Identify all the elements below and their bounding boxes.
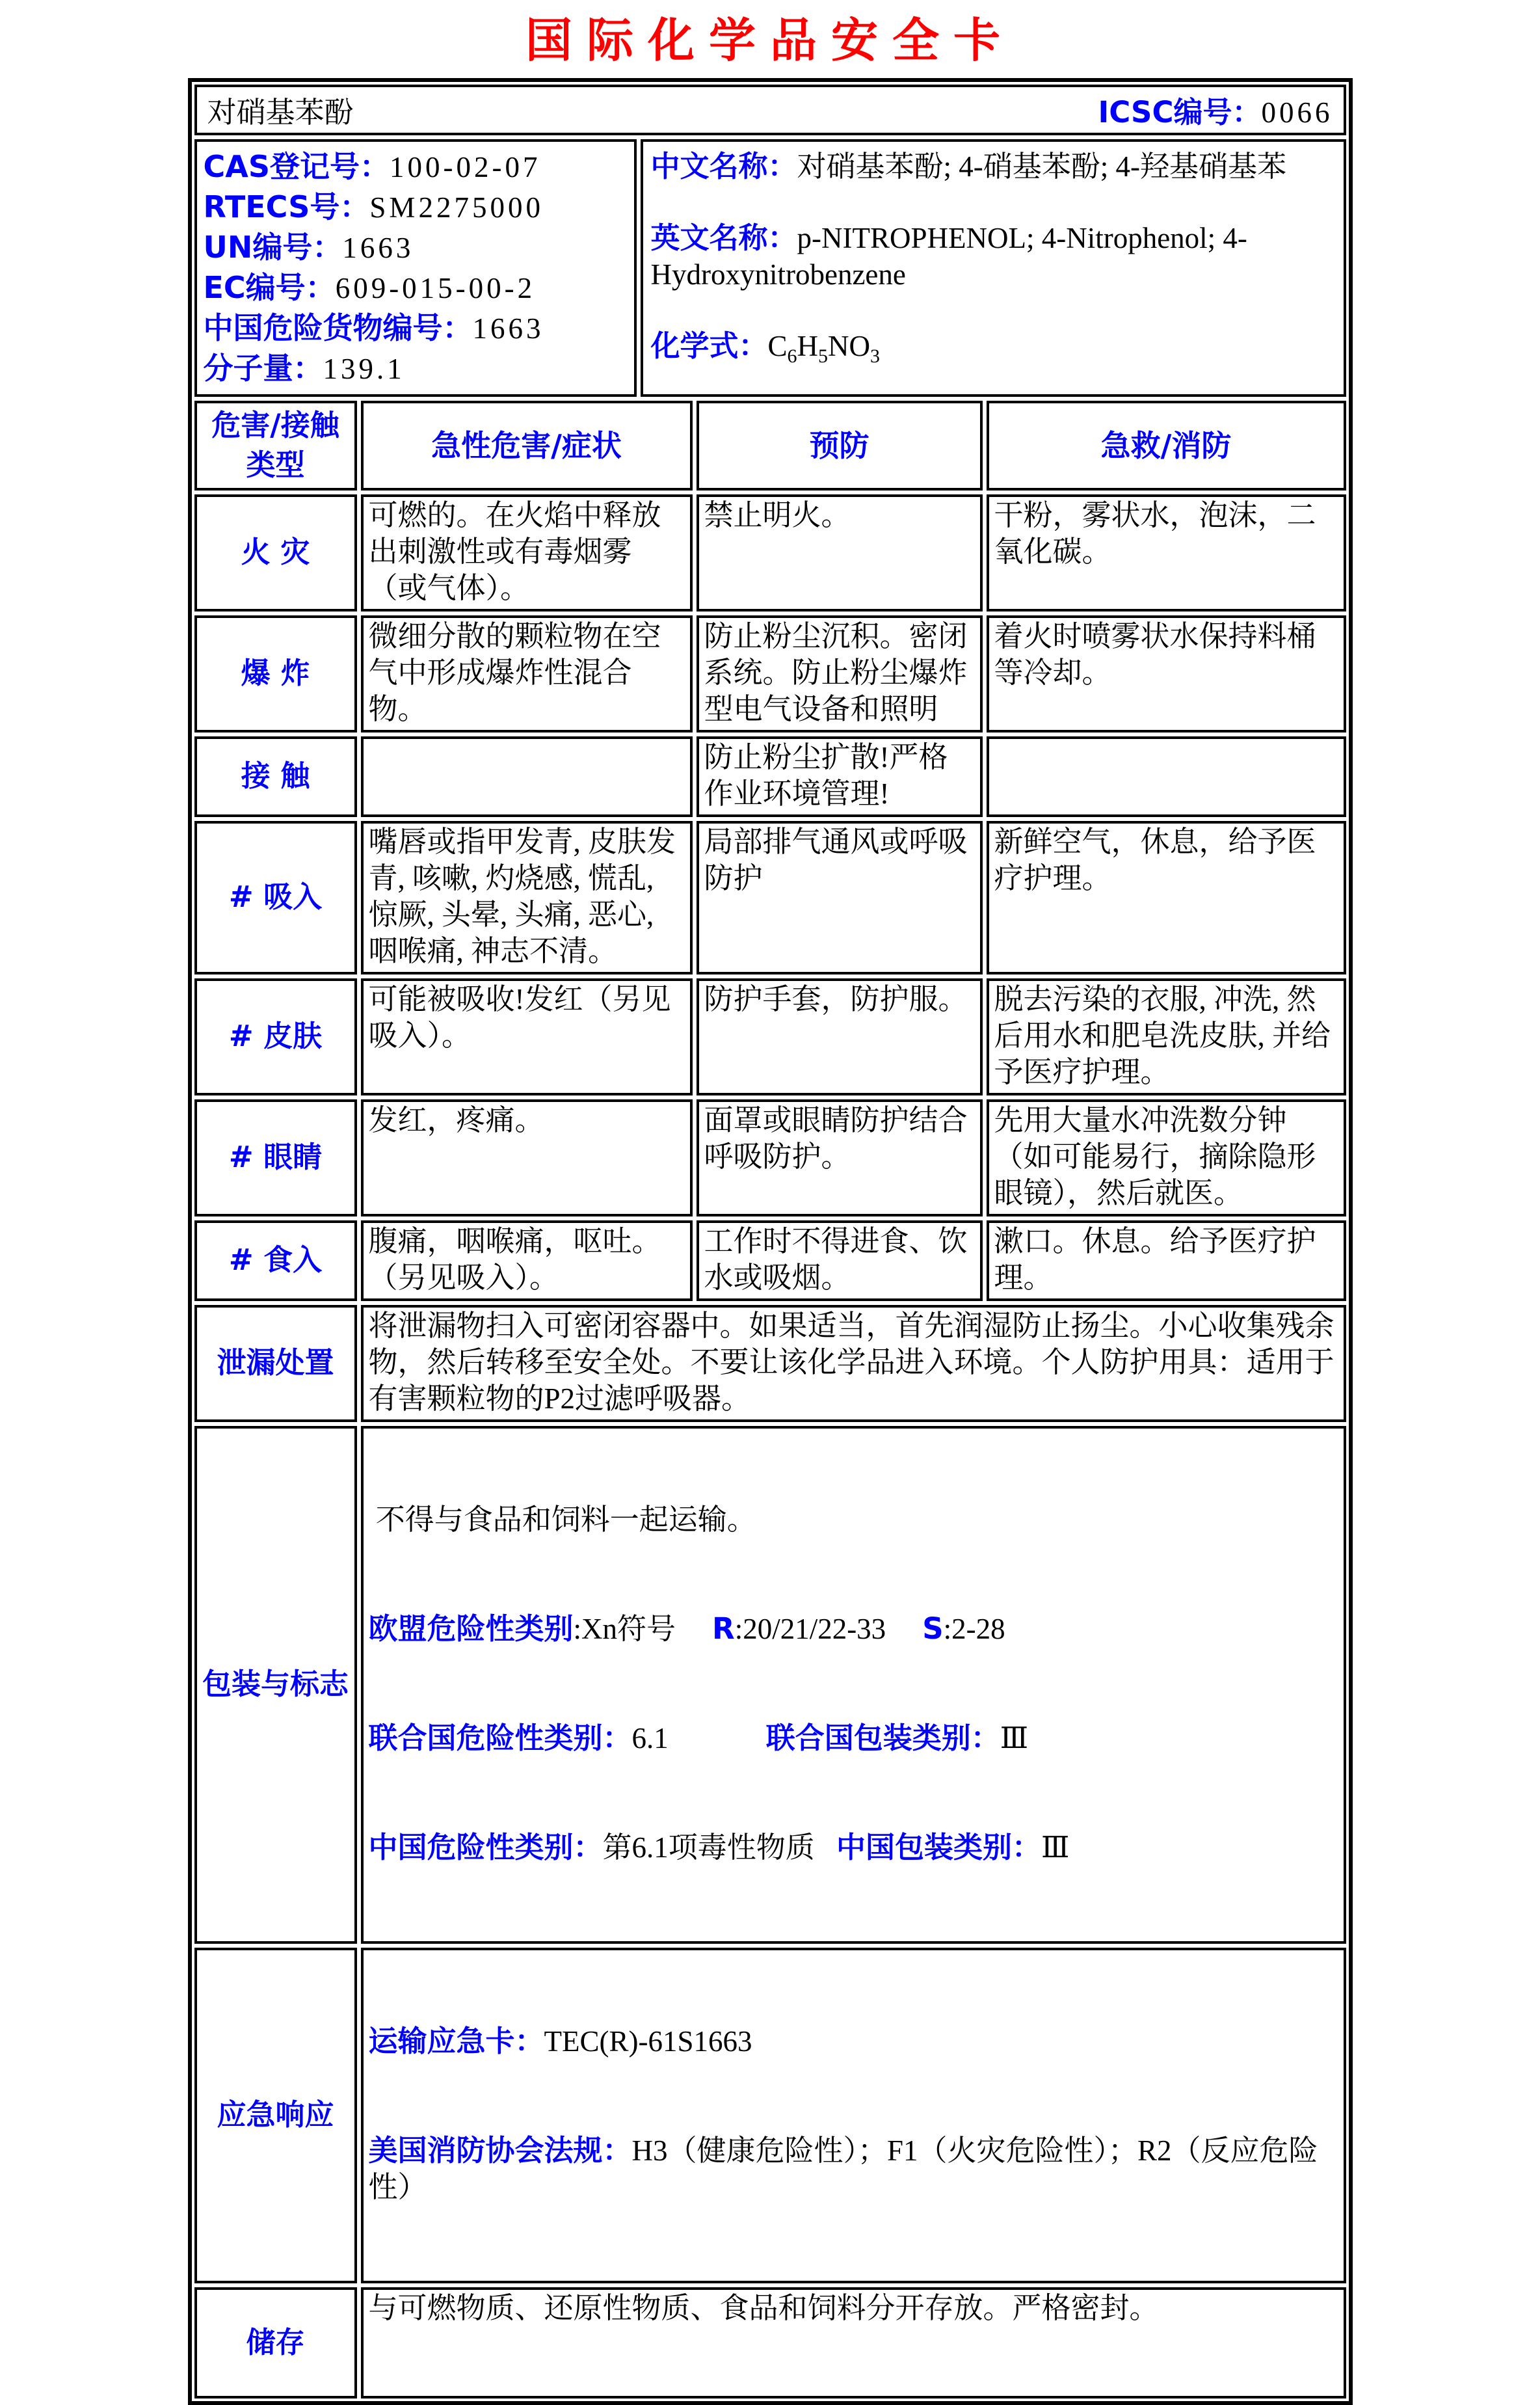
row-storage-label: 储存 — [194, 2287, 357, 2398]
emergency-tec-card: 运输应急卡：TEC(R)-61S1663 — [368, 2023, 752, 2058]
row-fire-prevention: 禁止明火。 — [697, 494, 983, 611]
row-inhalation-label: # 吸入 — [194, 821, 357, 974]
row-eyes-aid: 先用大量水冲洗数分钟（如可能易行，摘除隐形眼镜），然后就医。 — [987, 1099, 1346, 1216]
row-eyes-symptom: 发红，疼痛。 — [361, 1099, 693, 1216]
row-inhalation-aid: 新鲜空气，休息，给予医疗护理。 — [987, 821, 1346, 974]
un-number: UN编号：1663 — [203, 229, 414, 265]
row-contact-aid — [987, 736, 1346, 817]
row-fire-label: 火 灾 — [194, 494, 357, 611]
row-skin-prevention: 防护手套，防护服。 — [697, 978, 983, 1095]
row-contact-prevention: 防止粉尘扩散!严格作业环境管理! — [697, 736, 983, 817]
row-eyes-prevention: 面罩或眼睛防护结合呼吸防护。 — [697, 1099, 983, 1216]
row-skin — [194, 978, 1346, 1095]
row-ingestion — [194, 1220, 1346, 1301]
row-contact — [194, 736, 1346, 817]
row-eyes — [194, 1099, 1346, 1216]
row-explosion-symptom: 微细分散的颗粒物在空气中形成爆炸性混合物。 — [361, 615, 693, 732]
row-spill-label: 泄漏处置 — [194, 1305, 357, 1422]
chemical-formula: 化学式：$C_6H_5NO_3$ — [650, 328, 881, 367]
product-name: 对硝基苯酚 — [207, 96, 354, 129]
packaging-eu-class: 欧盟危险性类别:Xn符号 R:20/21/22-33 S:2-28 — [368, 1611, 1005, 1646]
chinese-name: 中文名称：对硝基苯酚; 4-硝基苯酚; 4-羟基硝基苯 — [650, 148, 1286, 183]
english-name: 英文名称：p-NITROPHENOL; 4-Nitrophenol; 4-Hydroxynitrobenzene — [650, 220, 1247, 291]
row-ingestion-label: # 食入 — [194, 1220, 357, 1301]
row-eyes-label: # 眼睛 — [194, 1099, 357, 1216]
row-emergency — [194, 1948, 1346, 2283]
row-storage — [194, 2287, 1346, 2398]
row-ingestion-symptom: 腹痛，咽喉痛，呕吐。（另见吸入）。 — [361, 1220, 693, 1301]
header-hazard-type: 危害/接触类型 — [194, 401, 357, 490]
row-inhalation-prevention: 局部排气通风或呼吸防护 — [697, 821, 983, 974]
row-packaging-label: 包装与标志 — [194, 1426, 357, 1944]
name-bar — [194, 85, 1346, 135]
packaging-transport-note: 不得与食品和饲料一起运输。 — [368, 1503, 756, 1536]
row-explosion-prevention: 防止粉尘沉积。密闭系统。防止粉尘爆炸型电气设备和照明 — [697, 615, 983, 732]
icsc-label: ICSC编号： — [1098, 95, 1262, 130]
row-inhalation — [194, 821, 1346, 974]
icsc-number — [1098, 88, 1333, 131]
row-packaging — [194, 1426, 1346, 1944]
row-packaging-content — [361, 1426, 1346, 1944]
molecular-weight: 分子量：139.1 — [203, 350, 405, 386]
header-first-aid: 急救/消防 — [987, 401, 1346, 490]
row-explosion-label: 爆 炸 — [194, 615, 357, 732]
row-ingestion-prevention: 工作时不得进食、饮水或吸烟。 — [697, 1220, 983, 1301]
packaging-un-class: 联合国危险性类别：6.1 联合国包装类别：Ⅲ — [368, 1720, 1029, 1755]
row-emergency-content — [361, 1948, 1346, 2283]
identifier-section — [194, 139, 1346, 397]
row-fire — [194, 494, 1346, 611]
row-explosion-aid: 着火时喷雾状水保持料桶等冷却。 — [987, 615, 1346, 732]
row-contact-label: 接 触 — [194, 736, 357, 817]
row-spill — [194, 1305, 1346, 1422]
header-prevention: 预防 — [697, 401, 983, 490]
row-skin-symptom: 可能被吸收!发红（另见吸入）。 — [361, 978, 693, 1095]
packaging-china-class: 中国危险性类别：第6.1项毒性物质 中国包装类别：Ⅲ — [368, 1829, 1070, 1864]
row-skin-label: # 皮肤 — [194, 978, 357, 1095]
table-header-row — [194, 401, 1346, 490]
row-inhalation-symptom: 嘴唇或指甲发青, 皮肤发青, 咳嗽, 灼烧感, 慌乱, 惊厥, 头晕, 头痛, 恶心, 咽喉痛, 神志不清。 — [361, 821, 693, 974]
emergency-nfpa-code: 美国消防协会法规：H3（健康危险性）；F1（火灾危险性）；R2（反应危险性） — [368, 2132, 1318, 2203]
cas-number: CAS登记号：100-02-07 — [203, 148, 541, 184]
chemical-names — [641, 139, 1346, 397]
icsc-value: 0066 — [1261, 96, 1333, 129]
row-skin-aid: 脱去污染的衣服, 冲洗, 然后用水和肥皂洗皮肤, 并给予医疗护理。 — [987, 978, 1346, 1095]
row-emergency-label: 应急响应 — [194, 1948, 357, 2283]
header-symptom: 急性危害/症状 — [361, 401, 693, 490]
registry-ids — [194, 139, 637, 397]
ec-number: EC编号：609-015-00-2 — [203, 269, 536, 305]
row-ingestion-aid: 漱口。休息。给予医疗护理。 — [987, 1220, 1346, 1301]
row-storage-text: 与可燃物质、还原性物质、食品和饲料分开存放。严格密封。 — [361, 2287, 1346, 2398]
row-fire-aid: 干粉，雾状水，泡沫，二氧化碳。 — [987, 494, 1346, 611]
china-dg-number: 中国危险货物编号：1663 — [203, 310, 544, 345]
row-spill-text: 将泄漏物扫入可密闭容器中。如果适当，首先润湿防止扬尘。小心收集残余物，然后转移至安全处。不要让该化学品进入环境。个人防护用具：适用于有害颗粒物的P2过滤呼吸器。 — [361, 1305, 1346, 1422]
row-explosion — [194, 615, 1346, 732]
page-title: 国际化学品安全卡 — [525, 12, 1015, 68]
row-contact-symptom — [361, 736, 693, 817]
safety-card — [188, 78, 1353, 2405]
row-fire-symptom: 可燃的。在火焰中释放出刺激性或有毒烟雾（或气体）。 — [361, 494, 693, 611]
rtecs-number: RTECS号：SM2275000 — [203, 189, 544, 224]
